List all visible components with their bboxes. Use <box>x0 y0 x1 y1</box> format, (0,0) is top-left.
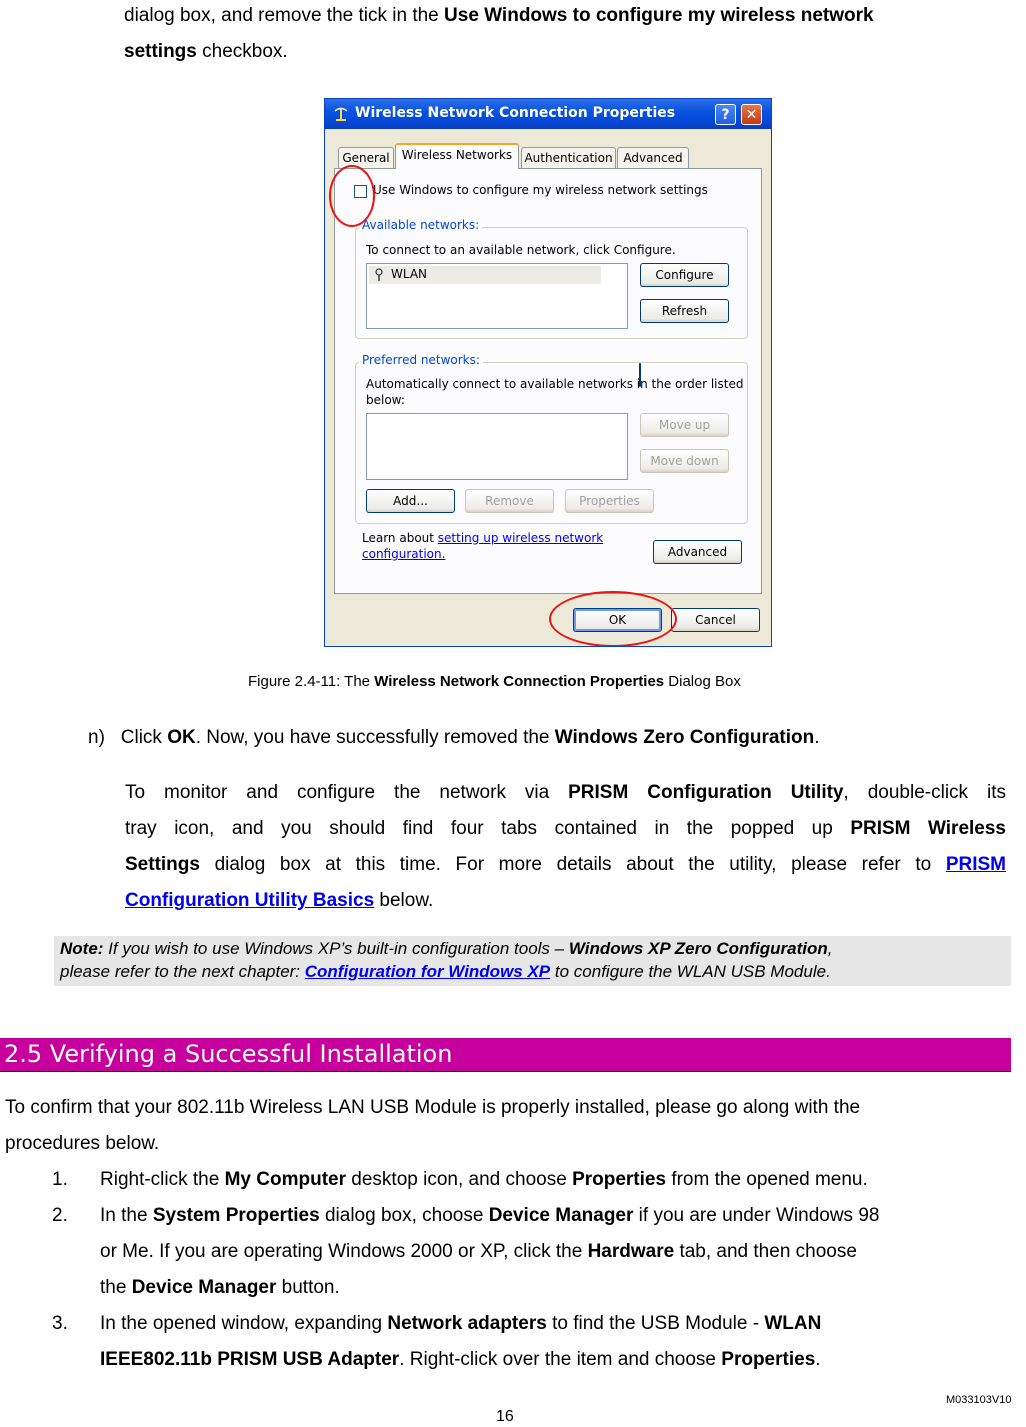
use-windows-checkbox-label: Use Windows to configure my wireless network settings <box>373 183 708 197</box>
advanced-button[interactable]: Advanced <box>653 540 742 564</box>
ok-button[interactable]: OK <box>573 608 662 632</box>
available-networks-label: Available networks: <box>359 218 482 232</box>
prism-basics-link-2[interactable]: Configuration Utility Basics <box>125 890 375 911</box>
dialog-titlebar <box>325 99 771 129</box>
prism-basics-link[interactable]: PRISM <box>945 854 1006 875</box>
cancel-button[interactable]: Cancel <box>671 608 760 632</box>
step-3: 3. In the opened window, expanding Network adapters to find the USB Module - WLAN IEEE802.11b PRISM USB Adapter. Right-click over the item and choose Properties. <box>52 1313 822 1370</box>
dialog-title: Wireless Network Connection Properties <box>355 105 676 121</box>
note-line1: Note: If you wish to use Windows XP’s built-in configuration tools – Windows XP Zero Configuration, <box>60 939 833 958</box>
move-up-button[interactable]: Move up <box>640 413 729 437</box>
help-button[interactable]: ? <box>715 104 736 125</box>
annotation-circle-ok <box>549 591 677 647</box>
refresh-button[interactable]: Refresh <box>640 299 729 323</box>
available-networks-list[interactable] <box>366 263 628 329</box>
configure-button[interactable]: Configure <box>640 263 729 287</box>
top-paragraph-line1: dialog box, and remove the tick in the Use Windows to configure my wireless network <box>124 5 874 26</box>
section-heading: 2.5 Verifying a Successful Installation <box>4 1040 453 1068</box>
annotation-circle-checkbox <box>329 165 375 227</box>
page-number: 16 <box>496 1408 514 1425</box>
step-n: n) Click OK. Now, you have successfully removed the Windows Zero Configuration. <box>88 727 820 748</box>
intro-line1: To confirm that your 802.11b Wireless LAN USB Module is properly installed, please go along with the <box>5 1097 861 1118</box>
learn-more-link[interactable]: setting up wireless network <box>437 531 604 545</box>
learn-more-link-2[interactable]: configuration. <box>362 547 446 561</box>
tab-general[interactable]: General <box>338 147 394 168</box>
config-winxp-link[interactable]: Configuration for Windows XP <box>304 962 551 981</box>
top-paragraph <box>124 0 1014 70</box>
tab-authentication[interactable]: Authentication <box>521 147 616 168</box>
tab-panel <box>334 168 762 594</box>
intro-line2: procedures below. <box>5 1133 160 1154</box>
monitor-line1: To monitor and configure the network via PRISM Configuration Utility, double-click its <box>125 782 1006 803</box>
step-2: 2. In the System Properties dialog box, choose Device Manager if you are under Windows 98 or Me. If you are operating Windows 2000 or XP, click the Hardware tab, and then choose the Device Manager button. <box>52 1205 880 1298</box>
list-item-label: WLAN <box>391 267 428 281</box>
antenna-icon <box>373 268 385 282</box>
remove-button[interactable]: Remove <box>465 489 554 513</box>
add-button[interactable]: Add... <box>366 489 455 513</box>
wireless-properties-dialog <box>324 98 772 647</box>
top-paragraph-line2: settings checkbox. <box>124 41 288 62</box>
learn-about-line2 <box>362 547 445 561</box>
preferred-networks-label: Preferred networks: <box>359 353 483 367</box>
monitor-paragraph <box>125 775 1006 919</box>
preferred-networks-text-1: Automatically connect to available networks in the order listed <box>366 377 744 391</box>
note-line2: please refer to the next chapter: Configuration for Windows XP to configure the WLAN USB Module. <box>60 962 831 981</box>
intro-paragraph <box>5 1090 1015 1162</box>
figure-caption: Figure 2.4-11: The Wireless Network Connection Properties Dialog Box <box>248 673 741 690</box>
note-box <box>54 936 1011 986</box>
section-heading-bar <box>0 1038 1011 1072</box>
preferred-networks-list[interactable] <box>366 413 628 480</box>
doc-code: M033103V10 <box>946 1394 1012 1406</box>
learn-about-line1: Learn about setting up wireless network <box>362 531 604 545</box>
available-networks-text: To connect to an available network, click Configure. <box>366 243 676 257</box>
move-down-button[interactable]: Move down <box>640 449 729 473</box>
tab-wireless-networks[interactable]: Wireless Networks <box>395 143 519 169</box>
step-1: 1. Right-click the My Computer desktop icon, and choose Properties from the opened menu. <box>52 1169 868 1190</box>
properties-button[interactable]: Properties <box>565 489 654 513</box>
monitor-line2: tray icon, and you should find four tabs contained in the popped up PRISM Wireless <box>125 818 1006 839</box>
tab-advanced[interactable]: Advanced <box>617 147 689 168</box>
preferred-networks-text-2: below: <box>366 393 405 407</box>
network-connection-icon <box>332 106 350 122</box>
close-button[interactable]: ✕ <box>741 104 762 125</box>
monitor-line3: Settings dialog box at this time. For more details about the utility, please refer to PRISM <box>125 854 1006 875</box>
list-item-wlan[interactable] <box>369 266 601 284</box>
monitor-line4: Configuration Utility Basics below. <box>125 890 434 911</box>
